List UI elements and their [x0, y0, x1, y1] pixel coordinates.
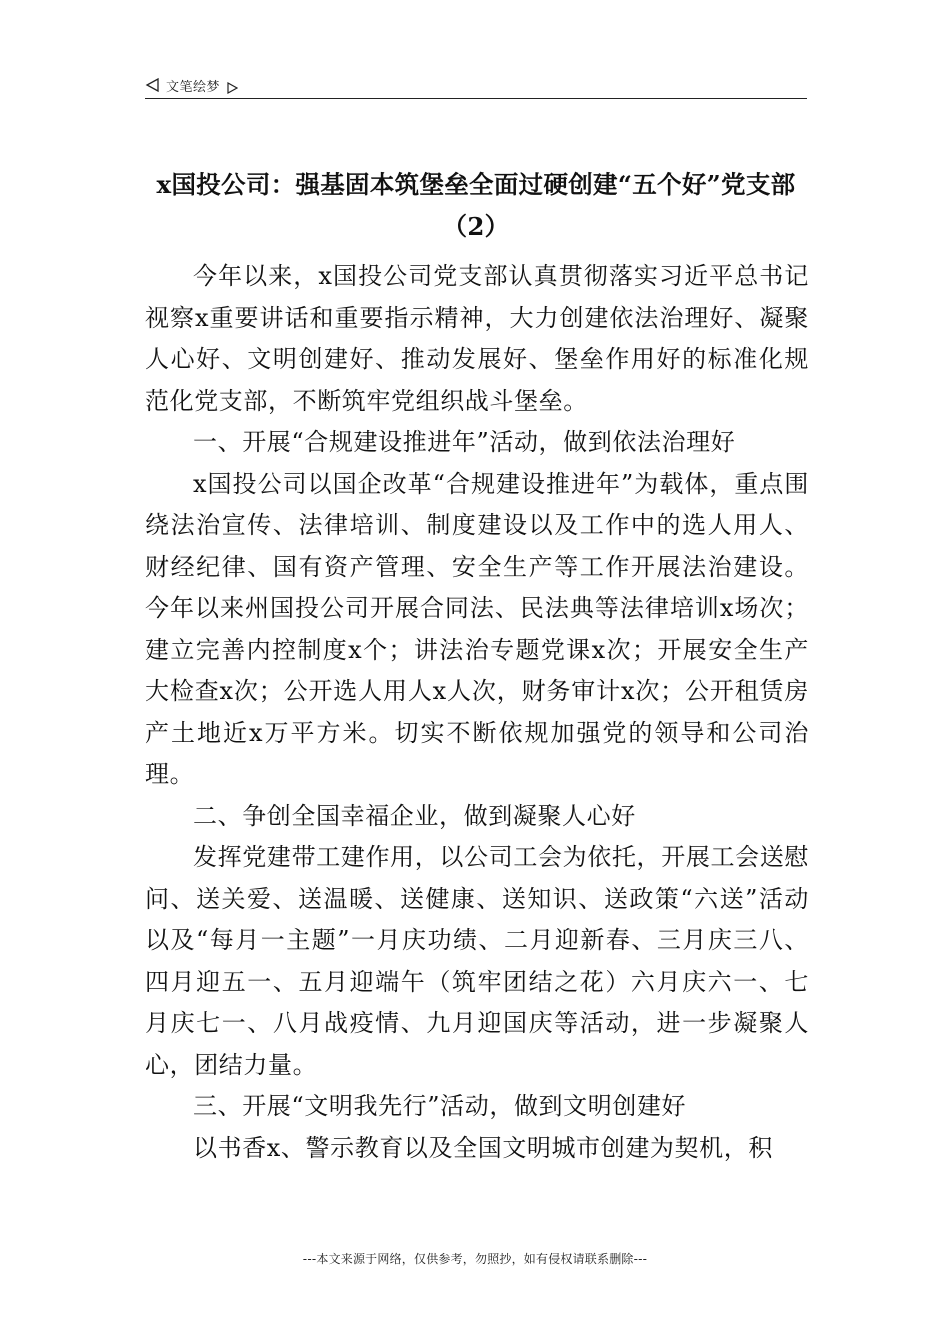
section-heading-2: 二、争创全国幸福企业，做到凝聚人心好: [193, 801, 636, 830]
section-paragraph-2: 发挥党建带工建作用，以公司工会为依托，开展工会送慰问、送关爱、送温暖、送健康、送知识、送政策“六送”活动以及“每月一主题”一月庆功绩、二月迎新春、三月庆三八、四月迎五一、五月迎端午（筑牢团结之花）六月庆六一、七月庆七一、八月战疫情、九月迎国庆等活动，进一步凝聚人心，团结力量。: [145, 843, 809, 1079]
section-heading-1: 一、开展“合规建设推进年”活动，做到依法治理好: [193, 428, 736, 456]
section-paragraph-3: 以书香x、警示教育以及全国文明城市创建为契机，积: [193, 1133, 773, 1162]
footer-disclaimer: ---本文来源于网络，仅供参考，勿照抄，如有侵权请联系删除---: [302, 1252, 648, 1266]
intro-paragraph: 今年以来，x国投公司党支部认真贯彻落实习近平总书记视察x重要讲话和重要指示精神，大力创建依法治理好、凝聚人心好、文明创建好、推动发展好、堡垒作用好的标准化规范化党支部，不断筑牢党组织战斗堡垒。: [145, 262, 809, 415]
header-brand: 文笔绘梦: [166, 79, 221, 95]
triangle-right-outline-icon: [226, 79, 238, 91]
section-paragraph-1: x国投公司以国企改革“合规建设推进年”为载体，重点围绕法治宣传、法律培训、制度建设以及工作中的选人用人、财经纪律、国有资产管理、安全生产等工作开展法治建设。今年以来州国投公司开展合同法、民法典等法律培训x场次；建立完善内控制度x个；讲法治专题党课x次；开展安全生产大检查x次；公开选人用人x人次，财务审计x次；公开租赁房产土地近x万平方米。切实不断依规加强党的领导和公司治理。: [145, 469, 809, 788]
document-body: [145, 256, 809, 1169]
header-brand-row: [145, 74, 807, 96]
document-title: x国投公司：强基固本筑堡垒全面过硬创建“五个好”党支部（2）: [156, 170, 796, 241]
section-heading-3: 三、开展“文明我先行”活动，做到文明创建好: [193, 1092, 687, 1120]
page-header: [145, 74, 807, 99]
triangle-left-outline-icon: [145, 77, 161, 93]
